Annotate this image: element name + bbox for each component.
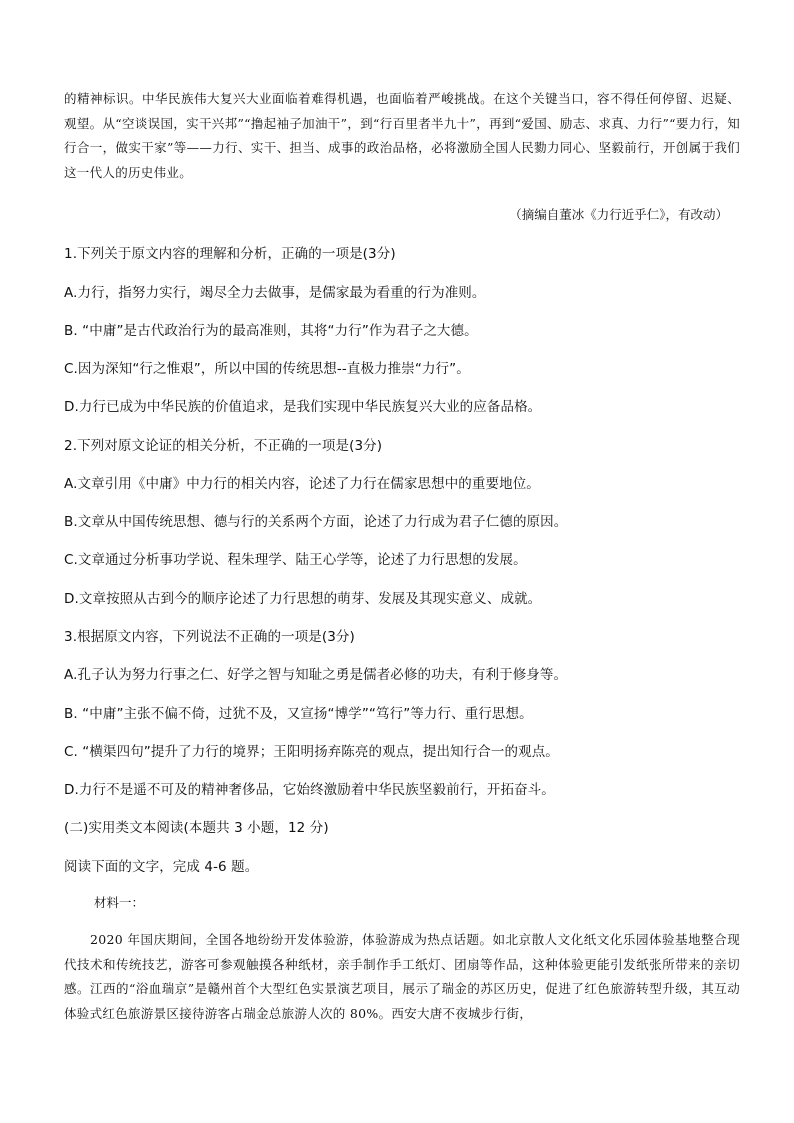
question-3-option-d: D.力行不是遥不可及的精神奢侈品，它始终激励着中华民族坚毅前行，开拓奋斗。 xyxy=(64,782,555,798)
question-1-option-b: B. “中庸”是古代政治行为的最高准则，其将“力行”作为君子之大德。 xyxy=(64,323,478,339)
source-citation: （摘编自董冰《力行近乎仁》，有改动） xyxy=(509,207,728,222)
question-3-stem: 3.根据原文内容，下列说法不正确的一项是(3分) xyxy=(64,629,355,645)
question-3-option-b: B. “中庸”主张不偏不倚，过犹不及，又宣扬“博学”“笃行”等力行、重行思想。 xyxy=(64,706,533,722)
material-label: 材料一： xyxy=(94,895,145,910)
question-2-stem: 2.下列对原文论证的相关分析，不正确的一项是(3分) xyxy=(64,438,383,454)
material-paragraph: 2020 年国庆期间，全国各地纷纷开发体验游，体验游成为热点话题。如北京散人文化纸文化乐园体验基地整合现代技术和传统技艺，游客可参观触摸各种纸材，亲手制作手工纸灯、团扇等作品，这种体验更能引发纸张所带来的亲切感。江西的“浴血瑞京”是赣州首个大型红色实景演艺项目，展示了瑞金的苏区历史，促进了红色旅游转型升级，其互动体验式红色旅游景区接待游客占瑞金总旅游人次的 80%。西安大唐不夜城步行街， xyxy=(64,932,740,1021)
question-2-option-d: D.文章按照从古到今的顺序论述了力行思想的萌芽、发展及其现实意义、成就。 xyxy=(64,591,542,607)
question-1-option-c: C.因为深知“行之惟艰”，所以中国的传统思想--直极力推崇“力行”。 xyxy=(64,361,470,377)
question-3-option-a: A.孔子认为努力行事之仁、好学之智与知耻之勇是儒者必修的功夫，有利于修身等。 xyxy=(64,667,568,683)
question-1-option-a: A.力行，指努力实行，竭尽全力去做事，是儒家最为看重的行为准则。 xyxy=(64,285,486,301)
section-instruction: 阅读下面的文字，完成 4-6 题。 xyxy=(64,859,259,875)
question-3-option-c: C. “横渠四句”提升了力行的境界；王阳明扬弃陈亮的观点，提出知行合一的观点。 xyxy=(64,744,559,760)
question-1-option-d: D.力行已成为中华民族的价值追求，是我们实现中华民族复兴大业的应备品格。 xyxy=(64,399,542,415)
passage-paragraph: 的精神标识。中华民族伟大复兴大业面临着难得机遇，也面临着严峻挑战。在这个关键当口，容不得任何停留、迟疑、观望。从“空谈误国，实干兴邦”“撸起袖子加油干”，到“行百里者半九十”，再到“爱国、励志、求真、力行”“要力行，知行合一，做实干家”等——力行、实干、担当、成事的政治品格，必将激励全国人民勠力同心、坚毅前行，开创属于我们这一代人的历史伟业。 xyxy=(64,91,740,180)
question-2-option-a: A.文章引用《中庸》中力行的相关内容，论述了力行在儒家思想中的重要地位。 xyxy=(64,476,540,492)
question-2-option-c: C.文章通过分析事功学说、程朱理学、陆王心学等，论述了力行思想的发展。 xyxy=(64,552,527,568)
section-heading: (二)实用类文本阅读(本题共 3 小题，12 分) xyxy=(64,820,329,836)
question-1-stem: 1.下列关于原文内容的理解和分析，正确的一项是(3分) xyxy=(64,246,396,262)
question-2-option-b: B.文章从中国传统思想、德与行的关系两个方面，论述了力行成为君子仁德的原因。 xyxy=(64,514,568,530)
